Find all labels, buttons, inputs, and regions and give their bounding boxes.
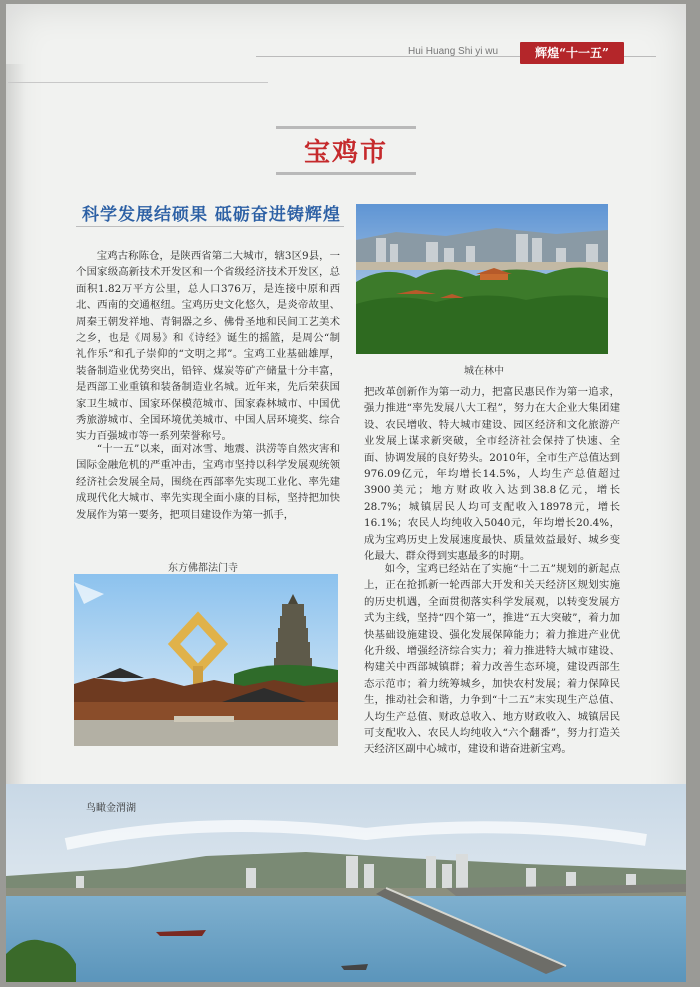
city-photo xyxy=(356,204,608,354)
article-subtitle: 科学发展结硕果 砥砺奋进铸辉煌 xyxy=(82,205,341,225)
subtitle-rule xyxy=(76,226,344,227)
title-rule-top xyxy=(276,126,416,129)
magazine-page xyxy=(6,4,686,982)
lake-caption: 鸟瞰金渭湖 xyxy=(86,803,136,814)
section-tag: 辉煌“十一五” xyxy=(520,42,624,64)
header-rule-left xyxy=(8,82,268,83)
paragraph-outlook: 如今，宝鸡已经站在了实施“十二五”规划的新起点上，正在抢抓新一轮西部大开发和关天经济区规划实施的历史机遇，全面贯彻落实科学发展观，以转变发展方式为主线，坚持“四个第一”，推进“五大突破”，着力加快基础设施建设、强化发展保障能力；着力推进产业优化升级、增强经济综合实力；着力推进特大城市建设、构建关中西部城镇群；着力改善生态环境，建设西部生态示范市；着力统筹城乡，加快农村发展；着力保障民生，推动社会和谐，力争到“十二五”末实现生产总值、人均生产总值、财政总收入、地方财政收入、城镇居民可支配收入、农民人均纯收入“六个翻番”，努力打造关天经济区副中心城市，建设和谐奋进新宝鸡。 xyxy=(364,563,620,756)
city-caption: 城在林中 xyxy=(464,366,504,377)
temple-photo xyxy=(74,574,338,746)
running-head: Hui Huang Shi yi wu xyxy=(408,46,499,57)
article-title: 宝鸡市 xyxy=(303,138,388,168)
title-rule-bottom xyxy=(276,172,416,175)
paragraph-intro: 宝鸡古称陈仓，是陕西省第二大城市，辖3区9县，一个国家级高新技术开发区和一个省级经济技术开发区，总面积1.82万平方公里，总人口376万，是连接中原和西北、西南的交通枢纽。宝鸡历史文化悠久，是炎帝故里、周秦王朝发祥地、青铜器之乡、佛骨圣地和民间工艺美术之乡，也是《周易》和《诗经》诞生的摇篮，是周公“制礼作乐”和孔子崇仰的“文明之邦”。宝鸡工业基础雄厚，装备制造业优势突出，铅锌、煤炭等矿产储量十分丰富，是西部工业重镇和装备制造业名城。近年来，先后荣获国家卫生城市、国家环保模范城市、国家森林城市、中国优秀旅游城市、全国环境优美城市、中国人居环境奖、综合实力百强城市等一系列荣誉称号。 xyxy=(76,250,340,443)
paragraph-achievements: 把改革创新作为第一动力，把富民惠民作为第一追求，强力推进“率先发展八大工程”，努力在大企业大集团建设、农民增收、特大城市建设、园区经济和文化旅游产业发展上谋求新突破，全市经济社会保持了快速、全面、协调发展的良好势头。2010年，全市生产总值达到976.09亿元，年均增长14.5%，人均生产总值超过3900美元；地方财政收入达到38.8亿元，增长28.7%；城镇居民人均可支配收入18978元，增长16.1%；农民人均纯收入5040元，年均增长20.4%，成为宝鸡历史上发展速度最快、质量效益最好、城乡变化最大、群众得到实惠最多的时期。 xyxy=(364,386,620,563)
title-box xyxy=(276,126,416,178)
paragraph-development: “十一五”以来，面对冰雪、地震、洪涝等自然灾害和国际金融危机的严重冲击，宝鸡市坚持以科学发展观统领经济社会发展全局，围绕在西部率先实现工业化、率先建成现代化大城市、率先实现全面小康的目标，坚持把加快发展作为第一要务，把项目建设作为第一抓手， xyxy=(76,443,340,521)
page-fold-shadow xyxy=(6,64,26,864)
temple-caption: 东方佛都法门寺 xyxy=(168,563,238,574)
